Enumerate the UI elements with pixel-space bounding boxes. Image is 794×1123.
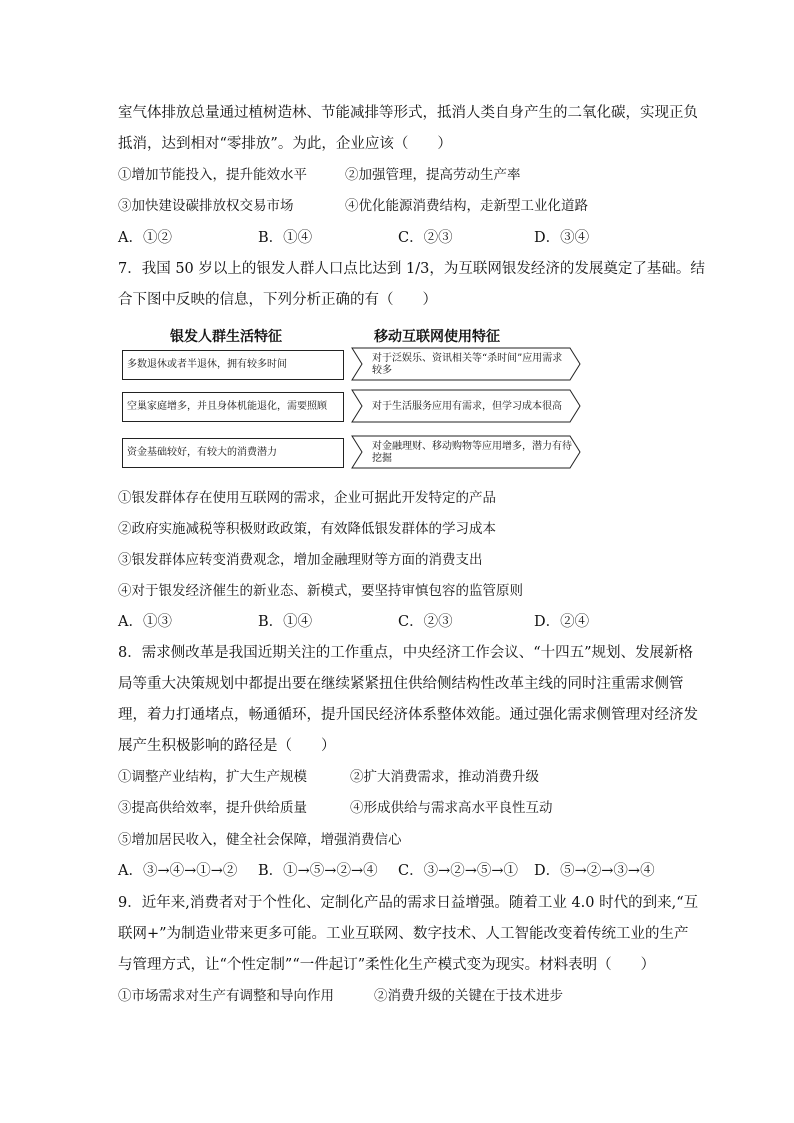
q6-option-3: ③加快建设碳排放权交易市场 xyxy=(118,198,294,214)
q7-stem-line-2: 合下图中反映的信息，下列分析正确的有（ ） xyxy=(118,292,437,308)
q7-option-4: ④对于银发经济催生的新业态、新模式，要坚持审慎包容的监管原则 xyxy=(118,583,523,599)
q8-option-3: ③提高供给效率，提升供给质量 xyxy=(118,800,307,816)
q7-option-3: ③银发群体应转变消费观念，增加金融理财等方面的消费支出 xyxy=(118,552,483,568)
q9-stem-line-1: 9．近年来,消费者对于个性化、定制化产品的需求日益增强。随着工业 4.0 时代的到来,“互 xyxy=(118,895,699,911)
q6-choice-c[interactable]: C．②③ xyxy=(398,230,453,246)
q7-stem-line-1: 7．我国 50 岁以上的银发人群人口点比达到 1/3，为互联网银发经济的发展奠定了基础。结 xyxy=(118,261,705,277)
q9-stem-line-3: 与管理方式，让“个性定制”“一件起订”柔性化生产模式变为现实。材料表明（ ） xyxy=(118,957,656,973)
q8-choice-a[interactable]: A．③→④→①→② xyxy=(118,863,238,879)
q8-stem-line-1: 8．需求侧改革是我国近期关注的工作重点，中央经济工作会议、“十四五”规划、发展新格 xyxy=(118,645,694,661)
q6-stem-line-1: 室气体排放总量通过植树造林、节能减排等形式，抵消人类自身产生的二氧化碳，实现正负 xyxy=(118,105,698,121)
q8-option-5: ⑤增加居民收入，健全社会保障，增强消费信心 xyxy=(118,832,402,848)
q8-option-4: ④形成供给与需求高水平良性互动 xyxy=(350,800,553,816)
diagram-left-box-2: 空巢家庭增多，并且身体机能退化，需要照顾 xyxy=(122,392,344,422)
q8-stem-line-4: 展产生积极影响的路径是（ ） xyxy=(118,738,336,754)
diagram-left-box-3: 资金基础较好，有较大的消费潜力 xyxy=(122,438,344,468)
diagram-right-text-2: 对于生活服务应用有需求，但学习成本很高 xyxy=(372,401,562,412)
q8-option-1: ①调整产业结构，扩大生产规模 xyxy=(118,769,307,785)
q9-stem-line-2: 联网+”为制造业带来更多可能。工业互联网、数字技术、人工智能改变着传统工业的生产 xyxy=(118,926,689,942)
q7-choice-b[interactable]: B．①④ xyxy=(258,614,313,630)
q8-stem-line-2: 局等重大决策规划中都提出要在继续紧紧扭住供给侧结构性改革主线的同时注重需求侧管 xyxy=(118,676,684,692)
q8-option-2: ②扩大消费需求，推动消费升级 xyxy=(350,769,539,785)
silver-economy-diagram xyxy=(118,326,588,472)
q7-option-2: ②政府实施减税等积极财政政策，有效降低银发群体的学习成本 xyxy=(118,521,496,537)
q7-option-1: ①银发群体存在使用互联网的需求，企业可据此开发特定的产品 xyxy=(118,490,496,506)
diagram-left-box-1: 多数退休或者半退休，拥有较多时间 xyxy=(122,350,344,380)
q9-option-1: ①市场需求对生产有调整和导向作用 xyxy=(118,988,334,1004)
diagram-right-title: 移动互联网使用特征 xyxy=(374,329,500,345)
q7-choice-d[interactable]: D．②④ xyxy=(534,614,590,630)
diagram-right-text-1: 对于泛娱乐、资讯相关等“杀时间”应用需求较多 xyxy=(372,353,563,376)
q8-choice-d[interactable]: D．⑤→②→③→④ xyxy=(534,863,655,879)
q6-option-4: ④优化能源消费结构，走新型工业化道路 xyxy=(345,198,588,214)
q9-option-2: ②消费升级的关键在于技术进步 xyxy=(374,988,563,1004)
q6-choice-a[interactable]: A．①② xyxy=(118,230,172,246)
q8-stem-line-3: 理，着力打通堵点，畅通循环，提升国民经济体系整体效能。通过强化需求侧管理对经济发 xyxy=(118,707,698,723)
diagram-left-title: 银发人群生活特征 xyxy=(170,329,282,345)
q7-choice-c[interactable]: C．②③ xyxy=(398,614,453,630)
q7-choice-a[interactable]: A．①③ xyxy=(118,614,172,630)
q6-choice-d[interactable]: D．③④ xyxy=(534,230,590,246)
diagram-right-text-3: 对金融理财、移动购物等应用增多，潜力有待挖掘 xyxy=(372,441,572,464)
q8-choice-b[interactable]: B．①→⑤→②→④ xyxy=(258,863,378,879)
q6-option-2: ②加强管理，提高劳动生产率 xyxy=(345,167,521,183)
q6-option-1: ①增加节能投入，提升能效水平 xyxy=(118,167,307,183)
q6-stem-line-2: 抵消，达到相对“零排放”。为此，企业应该（ ） xyxy=(118,136,452,152)
q6-choice-b[interactable]: B．①④ xyxy=(258,230,313,246)
q8-choice-c[interactable]: C．③→②→⑤→① xyxy=(398,863,519,879)
